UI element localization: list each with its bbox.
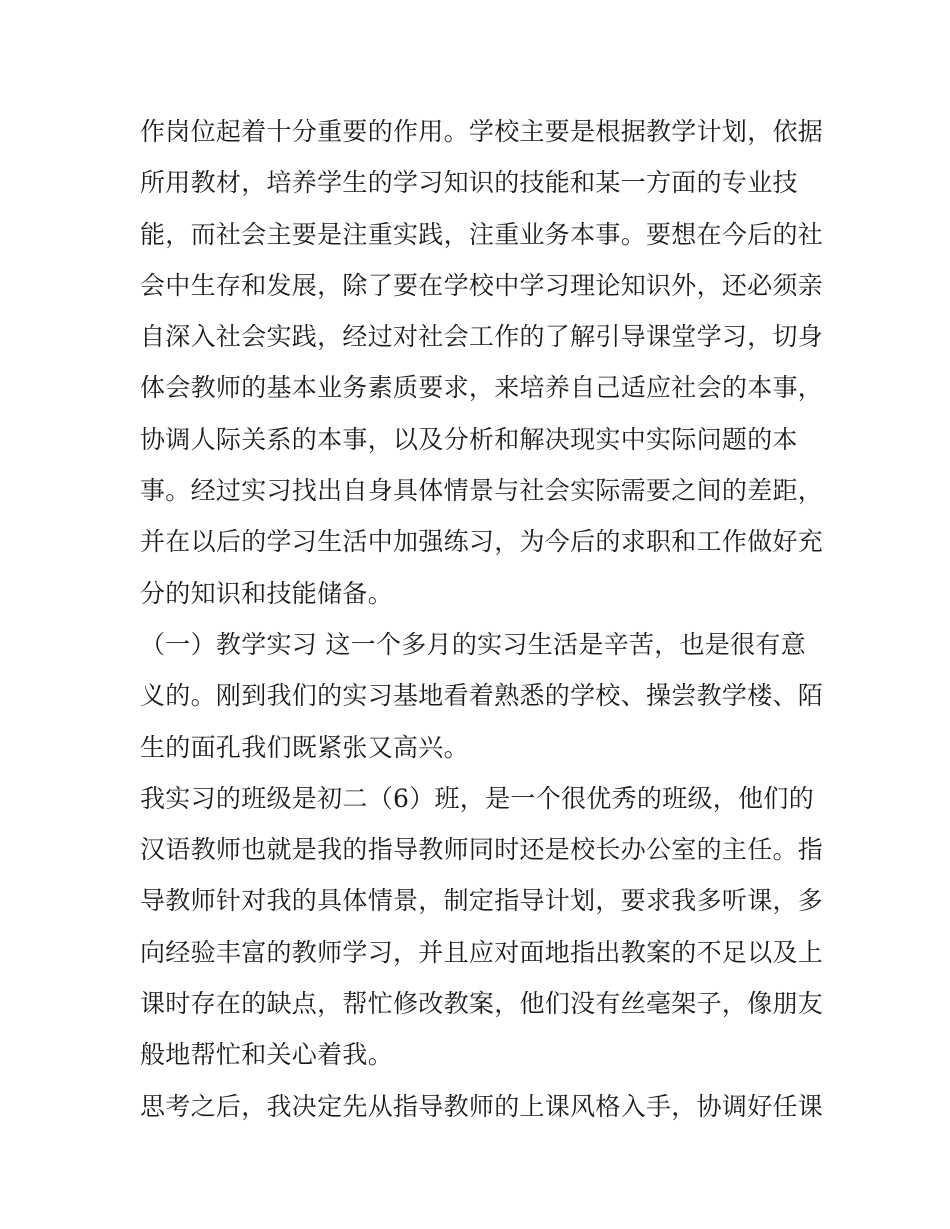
text-line: 生的面孔我们既紧张又高兴。: [140, 732, 469, 762]
text-line: 并在以后的学习生活中加强练习，为今后的求职和工作做好充: [140, 527, 824, 557]
text-line: 汉语教师也就是我的指导教师同时还是校长办公室的主任。指: [140, 835, 824, 865]
text-line: 向经验丰富的教师学习，并且应对面地指出教案的不足以及上: [140, 937, 824, 967]
text-line: 所用教材，培养学生的学习知识的技能和某一方面的专业技: [140, 168, 798, 198]
text-line: 作岗位起着十分重要的作用。学校主要是根据教学计划，依据: [140, 117, 824, 146]
text-line: 体会教师的基本业务素质要求，来培养自己适应社会的本事，: [140, 373, 824, 403]
text-line: 义的。刚到我们的实习基地看着熟悉的学校、操尝教学楼、陌: [140, 681, 824, 711]
text-line: 事。经过实习找出自身具体情景与社会实际需要之间的差距，: [140, 476, 824, 506]
body-text: [140, 106, 824, 1132]
text-line: 自深入社会实践，经过对社会工作的了解引导课堂学习，切身: [140, 322, 824, 352]
text-line: 能，而社会主要是注重实践，注重业务本事。要想在今后的社: [140, 219, 824, 249]
text-line: 会中生存和发展，除了要在学校中学习理论知识外，还必须亲: [140, 270, 824, 300]
text-line: 导教师针对我的具体情景，制定指导计划，要求我多听课，多: [140, 886, 824, 916]
section-heading-line: （一）教学实习 这一个多月的实习生活是辛苦，也是很有意: [140, 629, 807, 659]
text-line: 分的知识和技能储备。: [140, 578, 394, 608]
text-line: 般地帮忙和关心着我。: [140, 1040, 394, 1070]
text-line: 协调人际关系的本事，以及分析和解决现实中实际问题的本: [140, 424, 798, 454]
text-line: 思考之后，我决定先从指导教师的上课风格入手，协调好任课: [140, 1091, 824, 1121]
text-line: 课时存在的缺点，帮忙修改教案，他们没有丝毫架子，像朋友: [140, 989, 824, 1019]
text-line: 我实习的班级是初二（6）班，是一个很优秀的班级，他们的: [140, 783, 815, 813]
